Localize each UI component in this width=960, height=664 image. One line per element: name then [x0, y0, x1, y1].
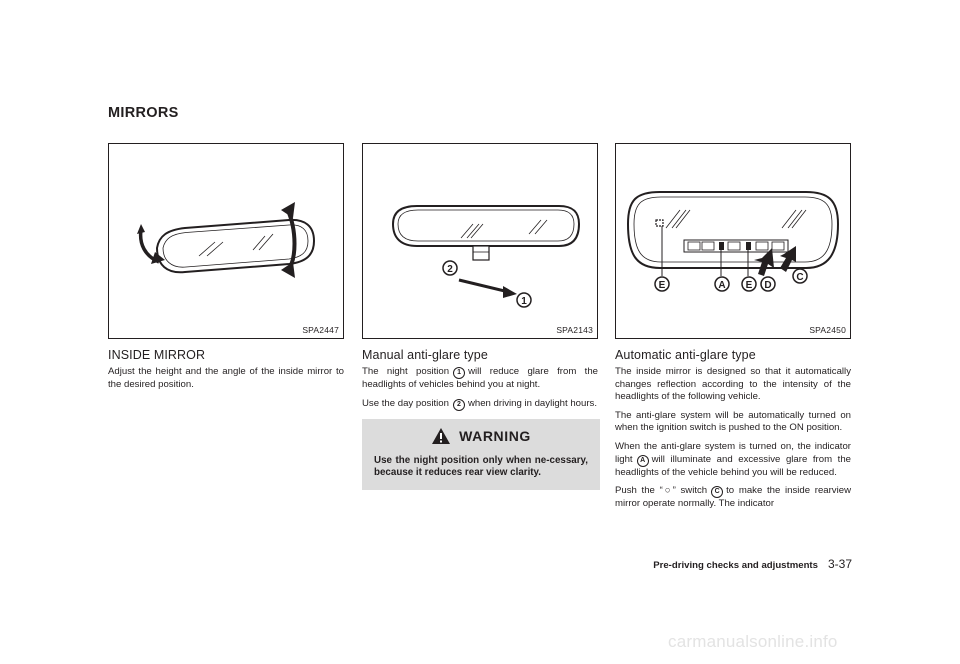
- figure-label-e-right: E: [745, 280, 753, 291]
- callout-1: 1: [453, 367, 465, 379]
- callout-a: A: [637, 455, 649, 467]
- figure-label-c: C: [796, 272, 804, 283]
- column-manual-anti-glare: [362, 143, 598, 490]
- figure-label-1: 1: [521, 296, 527, 307]
- heading-automatic-anti-glare: Automatic anti-glare type: [615, 348, 756, 362]
- auto-text-4: Push the “○” switch C to make the inside rearview mirror operate normally. The indicator: [615, 485, 851, 510]
- figure-code: SPA2450: [809, 325, 846, 335]
- manual-mirror-illustration: [363, 144, 597, 338]
- footer-section-title: Pre-driving checks and adjustments: [653, 560, 818, 571]
- figure-manual-anti-glare: [362, 143, 598, 339]
- heading-manual-anti-glare: Manual anti-glare type: [362, 348, 488, 362]
- figure-label-e-left: E: [658, 280, 666, 291]
- figure-label-a: A: [718, 280, 726, 291]
- callout-c: C: [711, 486, 723, 498]
- section-title: MIRRORS: [108, 105, 179, 121]
- manual-day-text: Use the day position 2 when driving in daylight hours.: [362, 397, 597, 409]
- warning-title: WARNING: [459, 427, 531, 444]
- page-footer: [616, 557, 852, 571]
- inside-mirror-text: Adjust the height and the angle of the inside mirror to the desired position.: [108, 366, 344, 390]
- auto-text-3: When the anti-glare system is turned on, the indicator light A will illuminate and excessive glare from the headlights of the vehicle behind you will be reduced.: [615, 440, 851, 478]
- figure-automatic-anti-glare: [615, 143, 851, 339]
- callout-2: 2: [453, 399, 465, 411]
- warning-icon: [431, 427, 451, 445]
- auto-text-1: The inside mirror is designed so that it automatically changes reflection according to the intensity of the headlights of the following vehicle.: [615, 366, 851, 403]
- figure-inside-mirror: [108, 143, 344, 339]
- watermark: carmanualsonline.info: [668, 632, 838, 651]
- inside-mirror-illustration: [109, 144, 343, 338]
- manual-night-text: The night position 1 will reduce glare from the headlights of vehicles behind you at night.: [362, 366, 598, 390]
- figure-code: SPA2143: [556, 325, 593, 335]
- figure-label-2: 2: [447, 264, 453, 275]
- column-automatic-anti-glare: [615, 143, 851, 517]
- auto-text-2: The anti-glare system will be automatically turned on when the ignition switch is pushed to the ON position.: [615, 409, 851, 434]
- figure-label-d: D: [764, 280, 772, 291]
- warning-box: [362, 419, 600, 490]
- figure-code: SPA2447: [302, 325, 339, 335]
- warning-text: Use the night position only when ne-cessary, because it reduces rear view clarity.: [374, 454, 588, 479]
- heading-inside-mirror: INSIDE MIRROR: [108, 348, 206, 362]
- automatic-mirror-illustration: [616, 144, 850, 338]
- column-inside-mirror: [108, 143, 344, 397]
- page-number: 3-37: [827, 557, 852, 571]
